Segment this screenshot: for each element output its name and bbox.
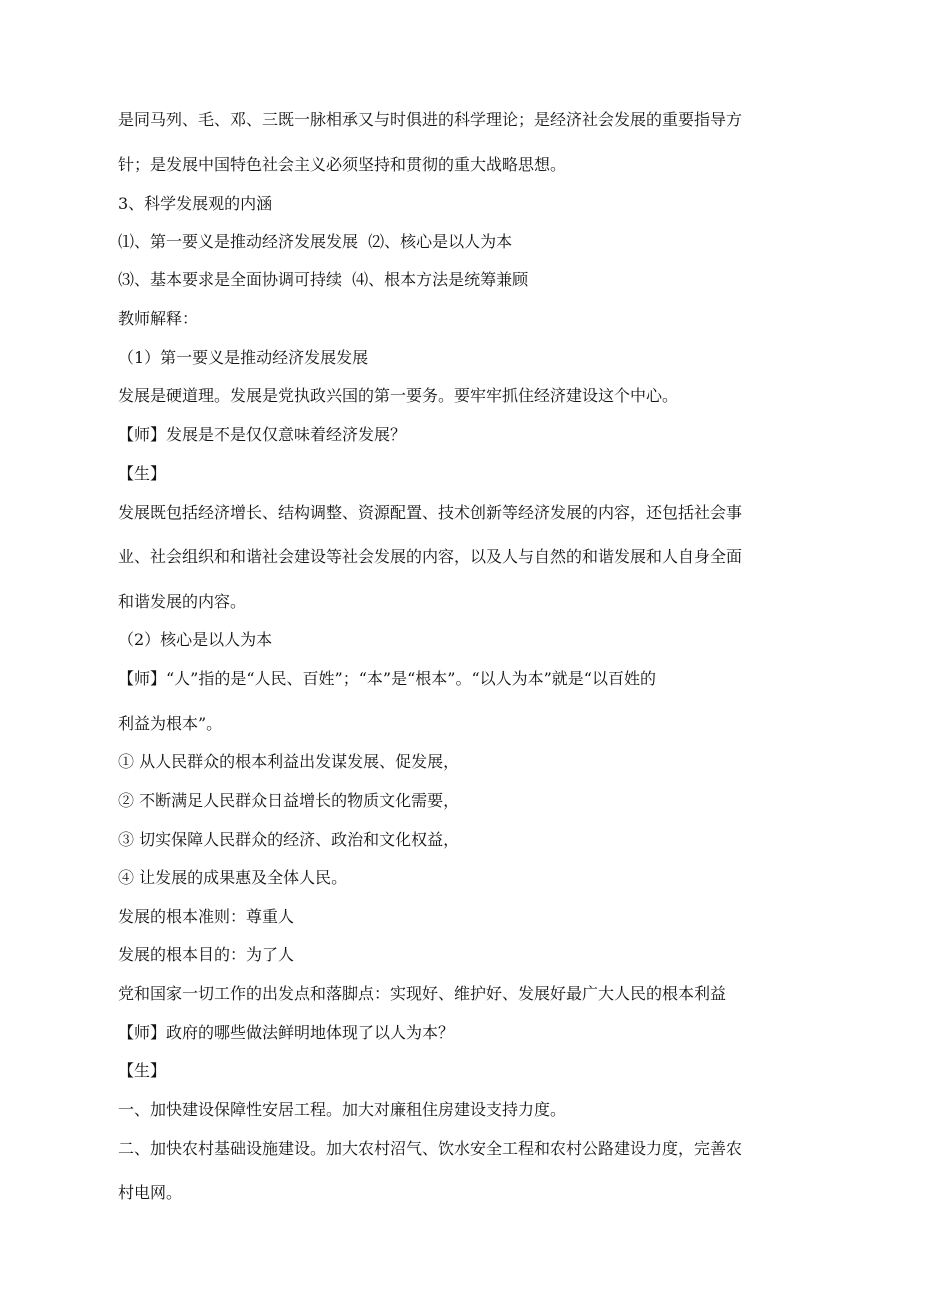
teacher-statement: 【师】“人”指的是“人民、百姓”；“本”是“根本”。“以人为本”就是“以百姓的 — [118, 669, 656, 688]
text-line: 一、加快建设保障性安居工程。加大对廉租住房建设支持力度。 — [118, 1100, 567, 1119]
text-line: 发展是硬道理。发展是党执政兴国的第一要务。要牢牢抓住经济建设这个中心。 — [118, 386, 679, 405]
subsection-heading: （2）核心是以人为本 — [118, 630, 273, 649]
text-line: 村电网。 — [118, 1183, 183, 1202]
text-line: 针；是发展中国特色社会主义必须坚持和贯彻的重大战略思想。 — [118, 155, 567, 174]
text-line: 是同马列、毛、邓、三既一脉相承又与时俱进的科学理论；是经济社会发展的重要指导方 — [118, 110, 743, 129]
text-line: 利益为根本”。 — [118, 714, 223, 733]
subsection-heading: （1）第一要义是推动经济发展发展 — [118, 348, 369, 367]
text-line: 发展既包括经济增长、结构调整、资源配置、技术创新等经济发展的内容，还包括社会事 — [118, 503, 743, 522]
list-item: ② 不断满足人民群众日益增长的物质文化需要， — [118, 791, 460, 810]
student-label: 【生】 — [118, 464, 167, 483]
list-item: ① 从人民群众的根本利益出发谋发展、促发展， — [118, 752, 460, 771]
text-line: ⑶、基本要求是全面协调可持续 ⑷、根本方法是统筹兼顾 — [118, 270, 529, 289]
list-item: ④ 让发展的成果惠及全体人民。 — [118, 868, 348, 887]
text-line: ⑴、第一要义是推动经济发展发展 ⑵、核心是以人为本 — [118, 232, 513, 251]
text-line: 发展的根本目的：为了人 — [118, 945, 295, 964]
teacher-question: 【师】政府的哪些做法鲜明地体现了以人为本？ — [118, 1023, 455, 1042]
section-heading: 3、科学发展观的内涵 — [118, 194, 273, 213]
text-line: 党和国家一切工作的出发点和落脚点：实现好、维护好、发展好最广大人民的根本利益 — [118, 984, 727, 1003]
teacher-question: 【师】发展是不是仅仅意味着经济发展？ — [118, 425, 407, 444]
list-item: ③ 切实保障人民群众的经济、政治和文化权益， — [118, 830, 460, 849]
text-line: 教师解释： — [118, 309, 199, 328]
text-line: 发展的根本准则：尊重人 — [118, 907, 295, 926]
text-line: 和谐发展的内容。 — [118, 592, 247, 611]
text-line: 业、社会组织和和谐社会建设等社会发展的内容，以及人与自然的和谐发展和人自身全面 — [118, 547, 743, 566]
text-line: 二、加快农村基础设施建设。加大农村沼气、饮水安全工程和农村公路建设力度，完善农 — [118, 1139, 743, 1158]
student-label: 【生】 — [118, 1061, 167, 1080]
